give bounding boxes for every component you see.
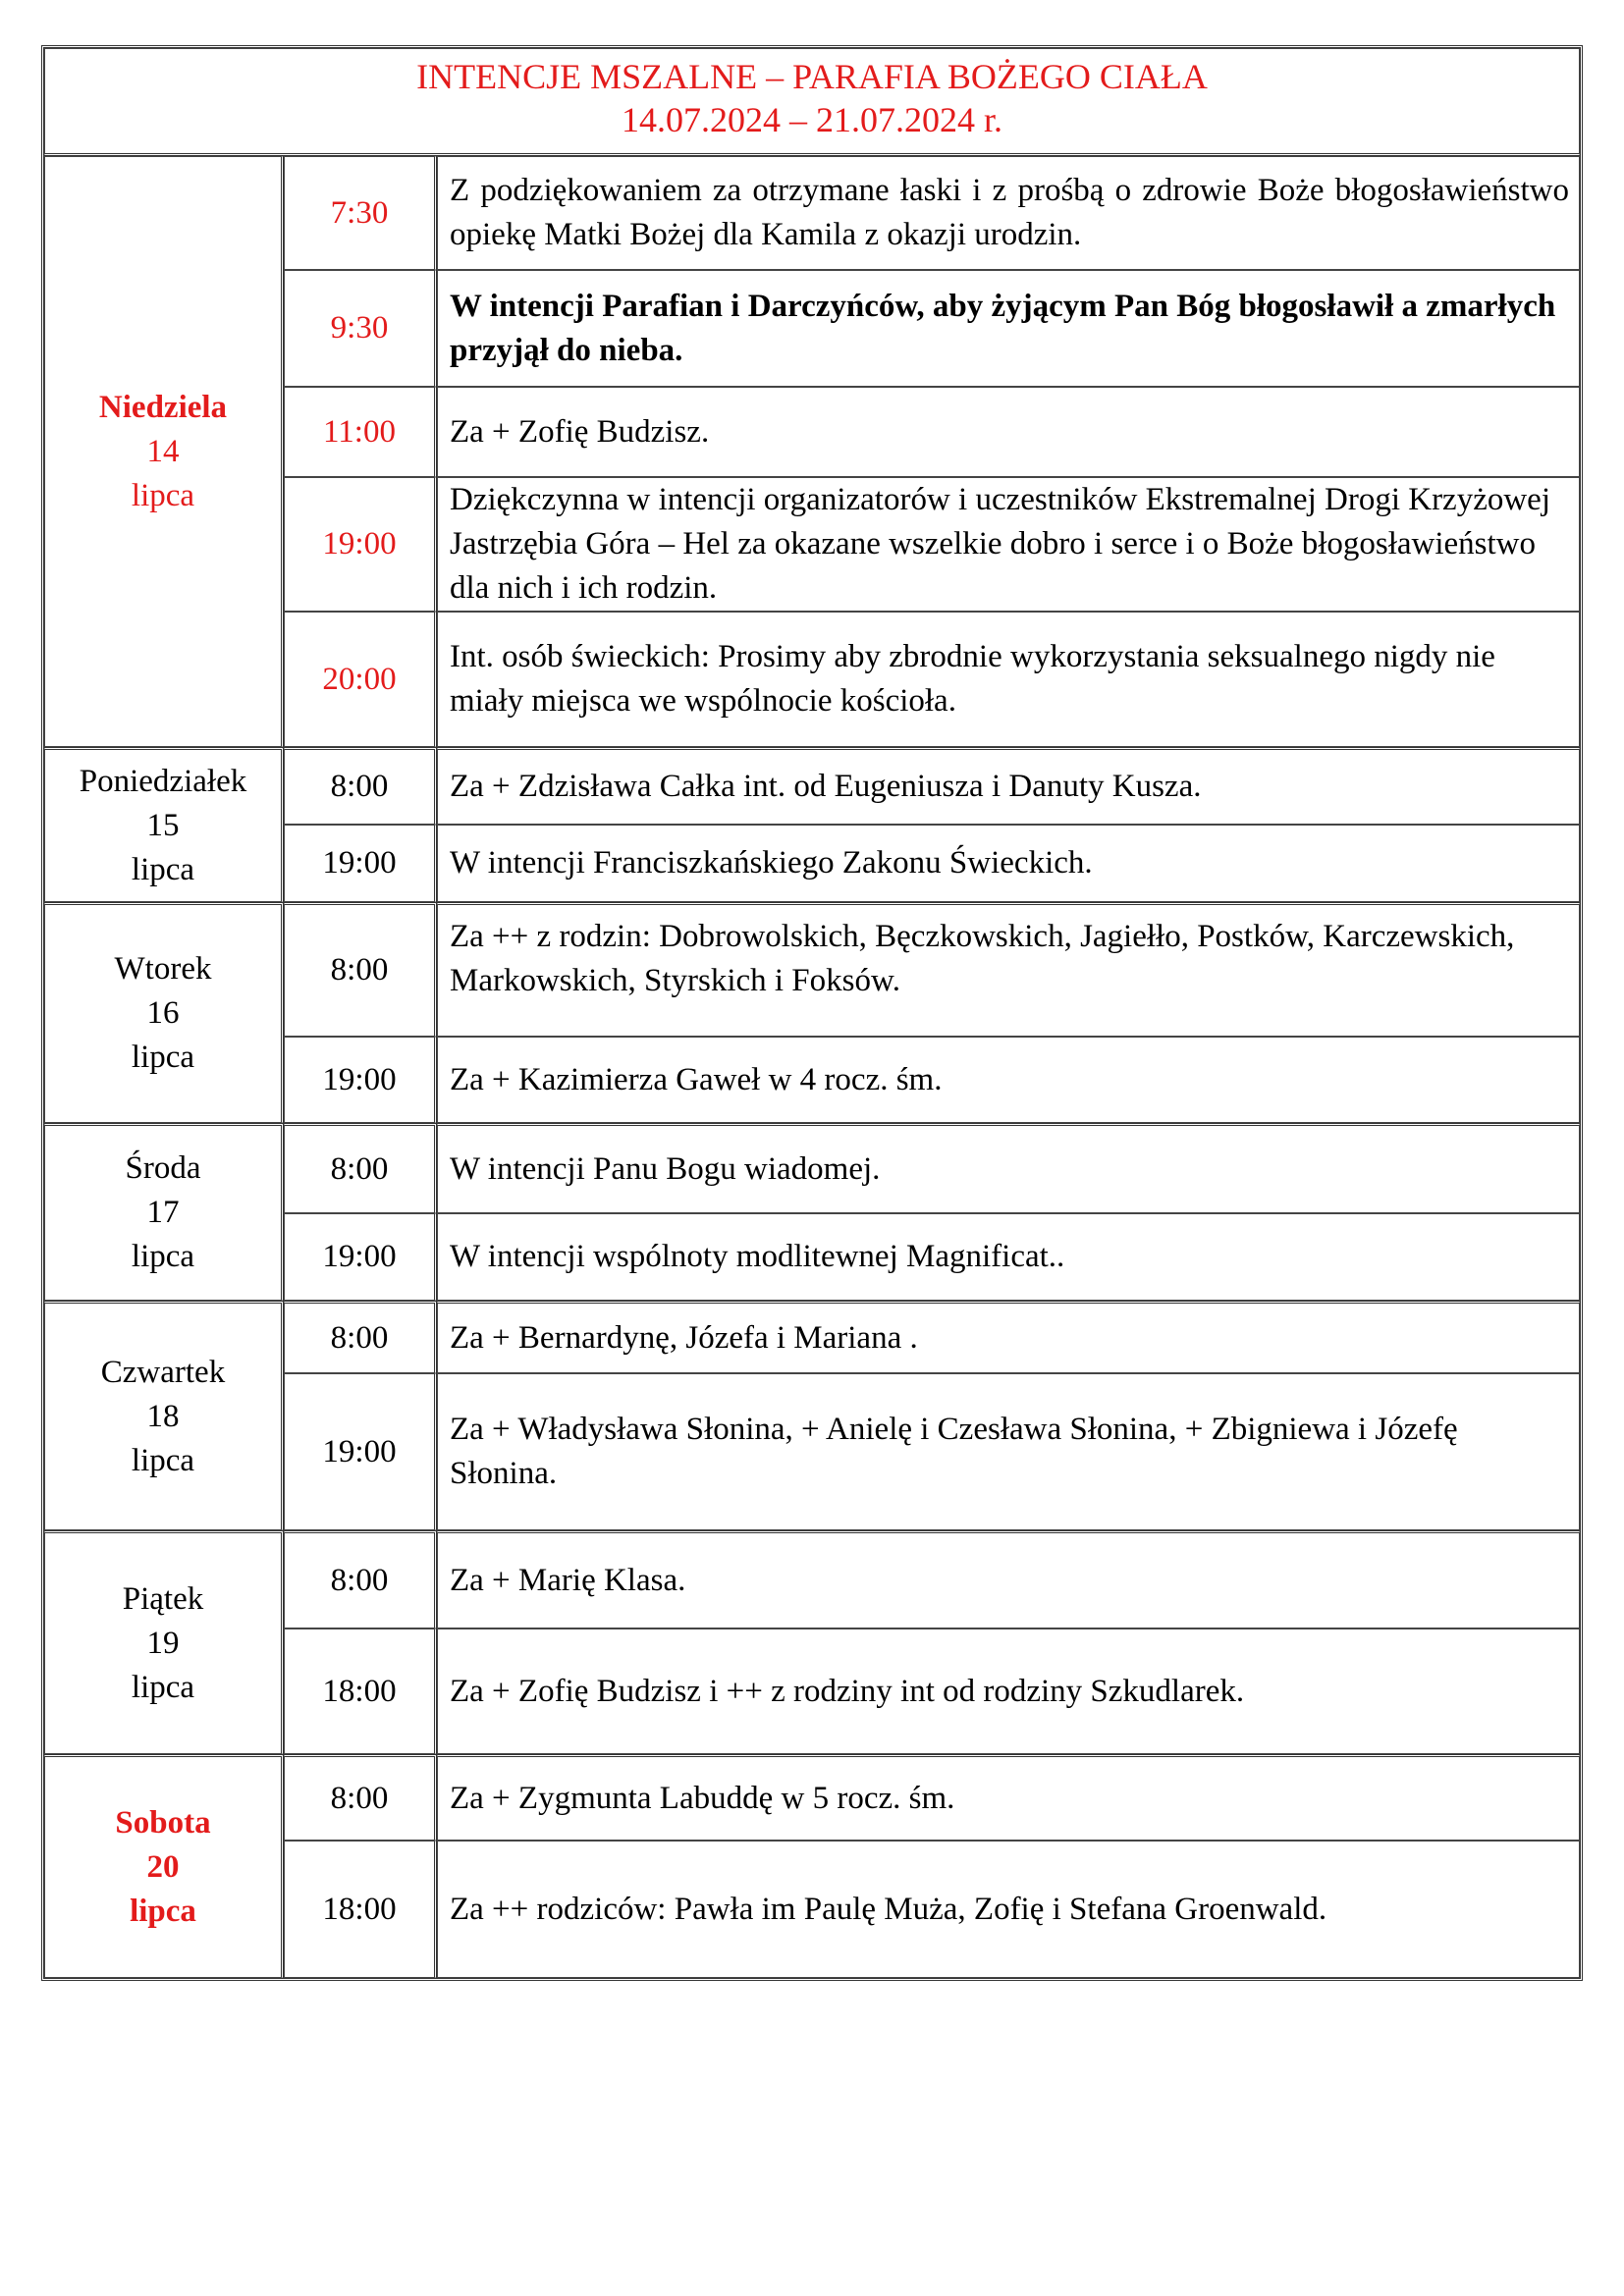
date-range: 14.07.2024 – 21.07.2024 r. [621,100,1002,139]
mass-row [44,1123,1580,1213]
day-cell-tuesday [44,902,284,1123]
mass-intention: Dziękczynna w intencji organizatorów i uczestników Ekstremalnej Drogi Krzyżowej Jastrzębia Góra – Hel za okazane wszelkie dobro i serce i o Boże błogosławieństwo dla nich i ich rodzin. [437,477,1580,612]
month-name: lipca [131,477,195,513]
mass-time: 7:30 [284,156,437,270]
mass-time: 8:00 [284,902,437,1037]
month-name: lipca [131,1442,195,1478]
day-cell-wednesday [44,1123,284,1301]
day-name: Piątek [122,1580,204,1617]
mass-intention: Za + Zygmunta Labuddę w 5 rocz. śm. [437,1754,1580,1841]
mass-time: 19:00 [284,1037,437,1123]
mass-intention: Int. osób świeckich: Prosimy aby zbrodnie wykorzystania seksualnego nigdy nie miały miejsca we wspólnocie kościoła. [437,612,1580,747]
day-name: Środa [125,1150,201,1186]
mass-intention: Za + Zofię Budzisz. [437,387,1580,477]
day-cell-sunday [44,156,284,747]
month-name: lipca [131,1239,195,1274]
day-name: Niedziela [98,389,228,425]
mass-intention: Za + Kazimierza Gaweł w 4 rocz. śm. [437,1037,1580,1123]
document-title: INTENCJE MSZALNE – PARAFIA BOŻEGO CIAŁA [416,57,1208,96]
mass-intention: Za + Marię Klasa. [437,1530,1580,1629]
mass-intention: W intencji Parafian i Darczyńców, aby żyjącym Pan Bóg błogosławił a zmarłych przyjął do nieba. [437,270,1580,387]
day-number: 14 [146,433,180,469]
day-cell-thursday [44,1301,284,1530]
mass-row [44,1301,1580,1373]
mass-row [44,156,1580,270]
mass-row [44,1754,1580,1841]
mass-time: 19:00 [284,477,437,612]
day-cell-friday [44,1530,284,1754]
day-number: 17 [146,1195,180,1230]
day-name: Sobota [115,1804,211,1841]
day-number: 20 [146,1848,180,1885]
intentions-document [41,45,1583,1981]
mass-intention: Za ++ rodziców: Pawła im Paulę Muża, Zofię i Stefana Groenwald. [437,1841,1580,1978]
mass-time: 8:00 [284,747,437,825]
month-name: lipca [131,1669,195,1705]
mass-intention: Za + Zofię Budzisz i ++ z rodziny int od rodziny Szkudlarek. [437,1629,1580,1754]
mass-intention: W intencji Panu Bogu wiadomej. [437,1123,1580,1213]
day-cell-saturday [44,1754,284,1978]
header-cell [44,48,1580,156]
mass-time: 8:00 [284,1301,437,1373]
day-number: 15 [146,807,180,843]
mass-time: 20:00 [284,612,437,747]
mass-time: 11:00 [284,387,437,477]
mass-intention: Za ++ z rodzin: Dobrowolskich, Bęczkowskich, Jagiełło, Postków, Karczewskich, Markowskich, Styrskich i Foksów. [437,902,1580,1037]
mass-time: 19:00 [284,825,437,902]
mass-time: 8:00 [284,1754,437,1841]
mass-intention: Za + Bernardynę, Józefa i Mariana . [437,1301,1580,1373]
header-row [44,48,1580,156]
day-name: Poniedziałek [79,763,247,799]
month-name: lipca [130,1893,196,1929]
mass-intention: W intencji wspólnoty modlitewnej Magnificat.. [437,1213,1580,1301]
day-number: 16 [146,995,180,1031]
mass-intention: Za + Zdzisława Całka int. od Eugeniusza i Danuty Kusza. [437,747,1580,825]
mass-time: 18:00 [284,1841,437,1978]
mass-row [44,1530,1580,1629]
day-name: Wtorek [114,951,212,987]
day-number: 18 [146,1398,180,1434]
mass-time: 9:30 [284,270,437,387]
month-name: lipca [131,851,195,887]
mass-intention: Z podziękowaniem za otrzymane łaski i z prośbą o zdrowie Boże błogosławieństwo opiekę Matki Bożej dla Kamila z okazji urodzin. [437,156,1580,270]
mass-time: 8:00 [284,1123,437,1213]
mass-time: 18:00 [284,1629,437,1754]
mass-time: 19:00 [284,1213,437,1301]
intentions-table [41,45,1583,1981]
mass-time: 8:00 [284,1530,437,1629]
day-name: Czwartek [100,1354,226,1390]
mass-intention: Za + Władysława Słonina, + Anielę i Czesława Słonina, + Zbigniewa i Józefę Słonina. [437,1373,1580,1530]
mass-time: 19:00 [284,1373,437,1530]
mass-row [44,747,1580,825]
month-name: lipca [131,1040,195,1075]
day-number: 19 [146,1625,180,1661]
mass-row [44,902,1580,1037]
day-cell-monday [44,747,284,902]
mass-intention: W intencji Franciszkańskiego Zakonu Świeckich. [437,825,1580,902]
